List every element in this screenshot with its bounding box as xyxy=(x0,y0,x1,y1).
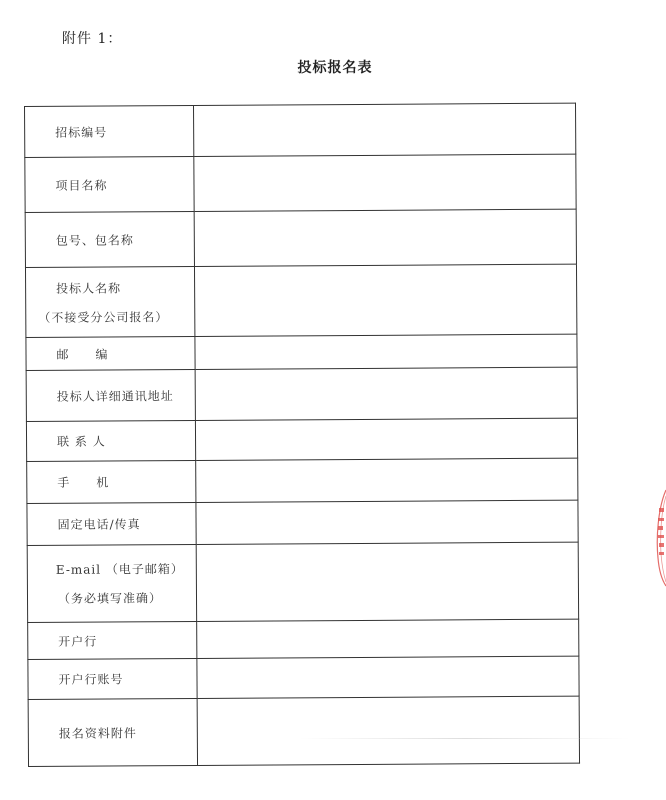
contact-field[interactable] xyxy=(196,431,577,447)
red-seal-stamp xyxy=(652,488,666,588)
attachment-label: 附件 1： xyxy=(62,31,123,47)
form-row-mobile xyxy=(27,458,578,503)
tender-number-field[interactable] xyxy=(194,122,575,138)
email-note: （务必填写准确） xyxy=(57,591,163,606)
label-cell xyxy=(28,658,197,699)
label-cell xyxy=(27,502,196,545)
value-cell[interactable] xyxy=(194,209,576,266)
email-label: E-mail （电子邮箱） xyxy=(55,562,184,577)
form-row-address xyxy=(26,367,577,421)
value-cell[interactable] xyxy=(196,500,578,544)
attachments-label: 报名资料附件 xyxy=(58,725,137,741)
package-label: 包号、包名称 xyxy=(55,232,134,248)
form-row-email xyxy=(27,542,578,622)
label-cell xyxy=(26,336,195,370)
value-cell[interactable] xyxy=(196,458,578,502)
phone-fax-field[interactable] xyxy=(196,514,577,530)
package-field[interactable] xyxy=(195,230,576,246)
value-cell[interactable] xyxy=(197,696,579,765)
scan-artifact-line xyxy=(300,738,630,739)
form-row-attachments xyxy=(28,696,579,766)
address-label: 投标人详细通讯地址 xyxy=(56,388,174,404)
bank-account-field[interactable] xyxy=(197,669,578,685)
project-name-label: 项目名称 xyxy=(55,177,108,193)
value-cell[interactable] xyxy=(196,542,579,621)
bidder-name-field[interactable] xyxy=(195,292,576,308)
bank-field[interactable] xyxy=(197,631,578,647)
label-cell xyxy=(26,420,195,461)
label-cell xyxy=(28,621,197,659)
form-row-bank-account xyxy=(28,656,579,699)
value-cell[interactable] xyxy=(195,334,577,369)
project-name-field[interactable] xyxy=(194,175,575,191)
bank-account-label: 开户行账号 xyxy=(58,672,124,687)
label-cell xyxy=(27,544,196,622)
form-row-postcode xyxy=(26,334,577,370)
form-row-bank xyxy=(28,619,579,659)
attachments-field[interactable] xyxy=(198,723,579,739)
postcode-field[interactable] xyxy=(195,344,576,360)
label-cell xyxy=(28,698,197,766)
value-cell[interactable] xyxy=(194,264,577,336)
form-row-project-name xyxy=(25,154,576,212)
label-cell xyxy=(25,266,194,337)
label-cell xyxy=(25,211,194,267)
bidder-name-label: 投标人名称 xyxy=(56,280,122,296)
value-cell[interactable] xyxy=(194,154,576,211)
bank-label: 开户行 xyxy=(58,634,98,649)
registration-form-table xyxy=(24,103,580,767)
form-row-tender-number xyxy=(25,103,576,157)
form-row-phone-fax xyxy=(27,500,578,545)
bidder-name-note: （不接受分公司报名） xyxy=(38,309,169,325)
email-field[interactable] xyxy=(197,574,578,590)
value-cell[interactable] xyxy=(195,367,577,420)
phone-fax-label: 固定电话/传真 xyxy=(57,517,141,532)
label-cell xyxy=(25,156,194,212)
value-cell[interactable] xyxy=(197,656,579,698)
mobile-field[interactable] xyxy=(196,472,577,488)
value-cell[interactable] xyxy=(195,418,577,460)
value-cell[interactable] xyxy=(193,103,575,156)
value-cell[interactable] xyxy=(197,619,579,658)
contact-label: 联 系 人 xyxy=(57,434,106,449)
address-field[interactable] xyxy=(196,386,577,402)
label-cell xyxy=(26,369,195,421)
label-cell xyxy=(25,105,194,157)
mobile-label: 手 机 xyxy=(57,475,110,490)
form-title: 投标报名表 xyxy=(297,60,373,76)
form-row-contact xyxy=(26,418,577,461)
form-row-package xyxy=(25,209,576,267)
label-cell xyxy=(27,460,196,503)
postcode-label: 邮 编 xyxy=(56,346,109,362)
tender-number-label: 招标编号 xyxy=(55,124,108,140)
form-row-bidder-name xyxy=(25,264,576,337)
